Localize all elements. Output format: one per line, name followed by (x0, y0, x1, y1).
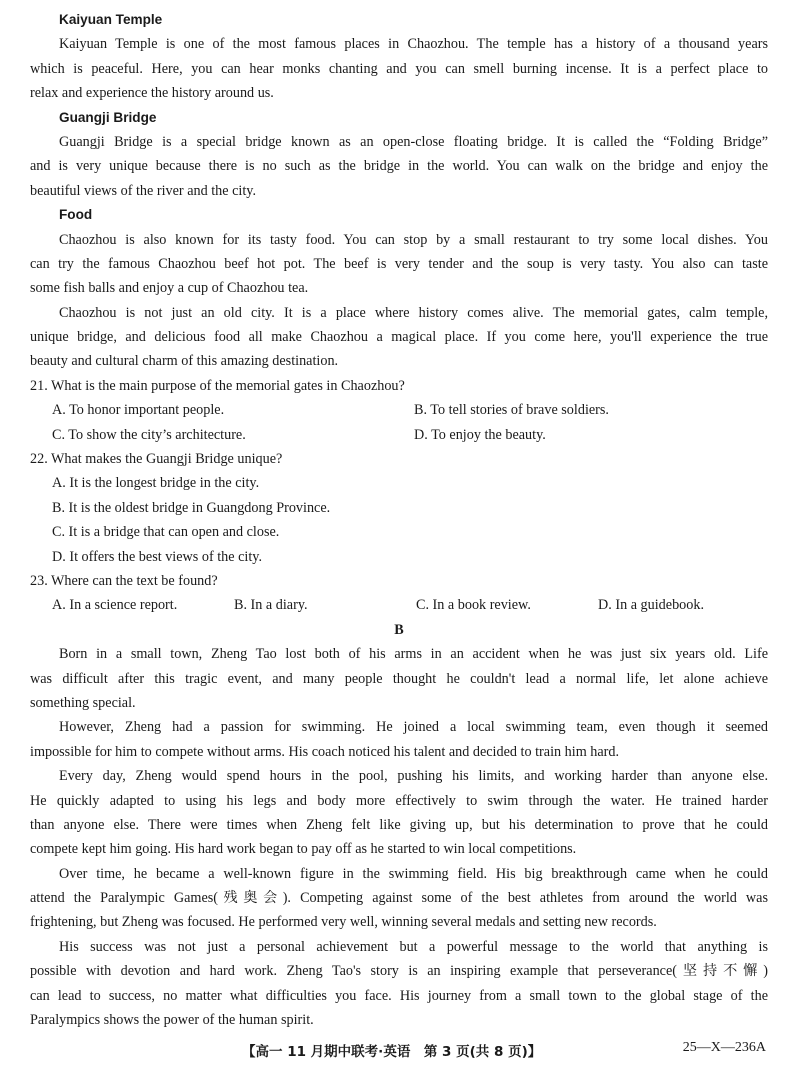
paragraph-line: beauty and cultural charm of this amazing destination. (30, 353, 339, 370)
section-heading-kaiyuan: Kaiyuan Temple (59, 12, 163, 27)
section-heading-food: Food (59, 207, 93, 223)
option-22-d: D. It offers the best views of the city. (52, 548, 262, 565)
exam-page (30, 8, 768, 1032)
question-stem-21: 21. What is the main purpose of the memorial gates in Chaozhou? (30, 377, 405, 394)
paragraph-line: Kaiyuan Temple is one of the most famous places in Chaozhou. The temple has a history of a thousand years (59, 36, 768, 53)
section-heading-guangji: Guangji Bridge (59, 109, 157, 125)
paragraph-line: possible with devotion and hard work. Zheng Tao's story is an inspiring example that perseverance(坚持不懈) (30, 963, 768, 980)
paragraph-line: attend the Paralympic Games(残奥会). Competing against some of the best athletes from around the world was (30, 890, 768, 907)
paragraph-line: Every day, Zheng would spend hours in the pool, pushing his limits, and working harder than anyone else. (59, 768, 768, 785)
paragraph-line: frightening, but Zheng was focused. He performed very well, winning several medals and setting new records. (30, 914, 657, 931)
options-row (30, 593, 768, 617)
paragraph-line: impossible for him to compete without arms. His coach noticed his talent and decided to train him hard. (30, 743, 620, 760)
option-21-c: C. To show the city’s architecture. (52, 426, 246, 443)
paragraph-line: Paralympics shows the power of the human spirit. (30, 1012, 314, 1029)
page-footer (0, 1040, 794, 1062)
option-21-a: A. To honor important people. (52, 402, 225, 419)
paragraph-line: beautiful views of the river and the city. (30, 182, 257, 199)
options-row (30, 398, 768, 422)
paragraph-line: can try the famous Chaozhou beef hot pot. The beef is very tender and the soup is very tasty. You also can taste (30, 255, 768, 272)
option-22-a: A. It is the longest bridge in the city. (52, 475, 260, 492)
option-23-c: C. In a book review. (416, 597, 531, 614)
option-23-a: A. In a science report. (52, 597, 178, 614)
paragraph-line: something special. (30, 694, 136, 711)
question-stem-22: 22. What makes the Guangji Bridge unique? (30, 451, 283, 468)
paragraph-line: Born in a small town, Zheng Tao lost both of his arms in an accident when he was just six years old. Life (59, 646, 768, 663)
option-21-b: B. To tell stories of brave soldiers. (414, 402, 609, 419)
paragraph-line: Over time, he became a well-known figure in the swimming field. His big breakthrough came when he could (59, 865, 768, 882)
question-stem-23: 23. Where can the text be found? (30, 572, 218, 589)
paragraph-line: can lead to success, no matter what difficulties you face. His journey from a small town to the global stage of the (30, 987, 768, 1004)
paragraph-line: relax and experience the history around us. (30, 85, 274, 102)
paragraph-line: compete kept him going. His hard work began to pay off as he started to win local competitions. (30, 841, 577, 858)
paragraph-line: Chaozhou is not just an old city. It is a place where history comes alive. The memorial gates, calm temple, (59, 304, 768, 321)
paragraph-line: and is very unique because there is no such as the bridge in the world. You can walk on the bridge and enjoy the (30, 158, 768, 175)
paragraph-line: than anyone else. There were times when Zheng felt like giving up, but his determination to prove that he could (30, 816, 768, 833)
paragraph-line: unique bridge, and delicious food all make Chaozhou a magical place. If you come here, you'll experience the true (30, 329, 768, 346)
options-row (30, 423, 768, 447)
paragraph-line: which is peaceful. Here, you can hear monks chanting and you can smell burning incense. It is a perfect place to (30, 60, 768, 77)
option-22-b: B. It is the oldest bridge in Guangdong Province. (52, 499, 331, 516)
paragraph-line: some fish balls and enjoy a cup of Chaozhou tea. (30, 280, 309, 297)
paragraph-line: was difficult after this tragic event, and many people thought he couldn't lead a normal life, let alone achieve (30, 670, 768, 687)
paragraph-line: Guangji Bridge is a special bridge known as an open-close floating bridge. It is called the “Folding Bridge” (59, 133, 768, 150)
paper-code: 25—X—236A (682, 1040, 766, 1055)
paragraph-line: He quickly adapted to using his legs and body more effectively to swim through the water. He trained harder (30, 792, 768, 809)
option-23-d: D. In a guidebook. (598, 597, 704, 614)
option-21-d: D. To enjoy the beauty. (414, 426, 546, 443)
passage-label-b: B (394, 621, 404, 638)
paragraph-line: However, Zheng had a passion for swimming. He joined a local swimming team, even though it seemed (59, 719, 768, 736)
paragraph-line: Chaozhou is also known for its tasty food. You can stop by a small restaurant to try some local dishes. You (59, 231, 768, 248)
option-22-c: C. It is a bridge that can open and close. (52, 524, 280, 541)
exam-info: 【高一 11 月期中联考·英语 第 3 页(共 8 页)】 (242, 1044, 542, 1060)
option-23-b: B. In a diary. (234, 597, 308, 614)
paragraph-line: His success was not just a personal achievement but a powerful message to the world that anything is (59, 938, 768, 955)
